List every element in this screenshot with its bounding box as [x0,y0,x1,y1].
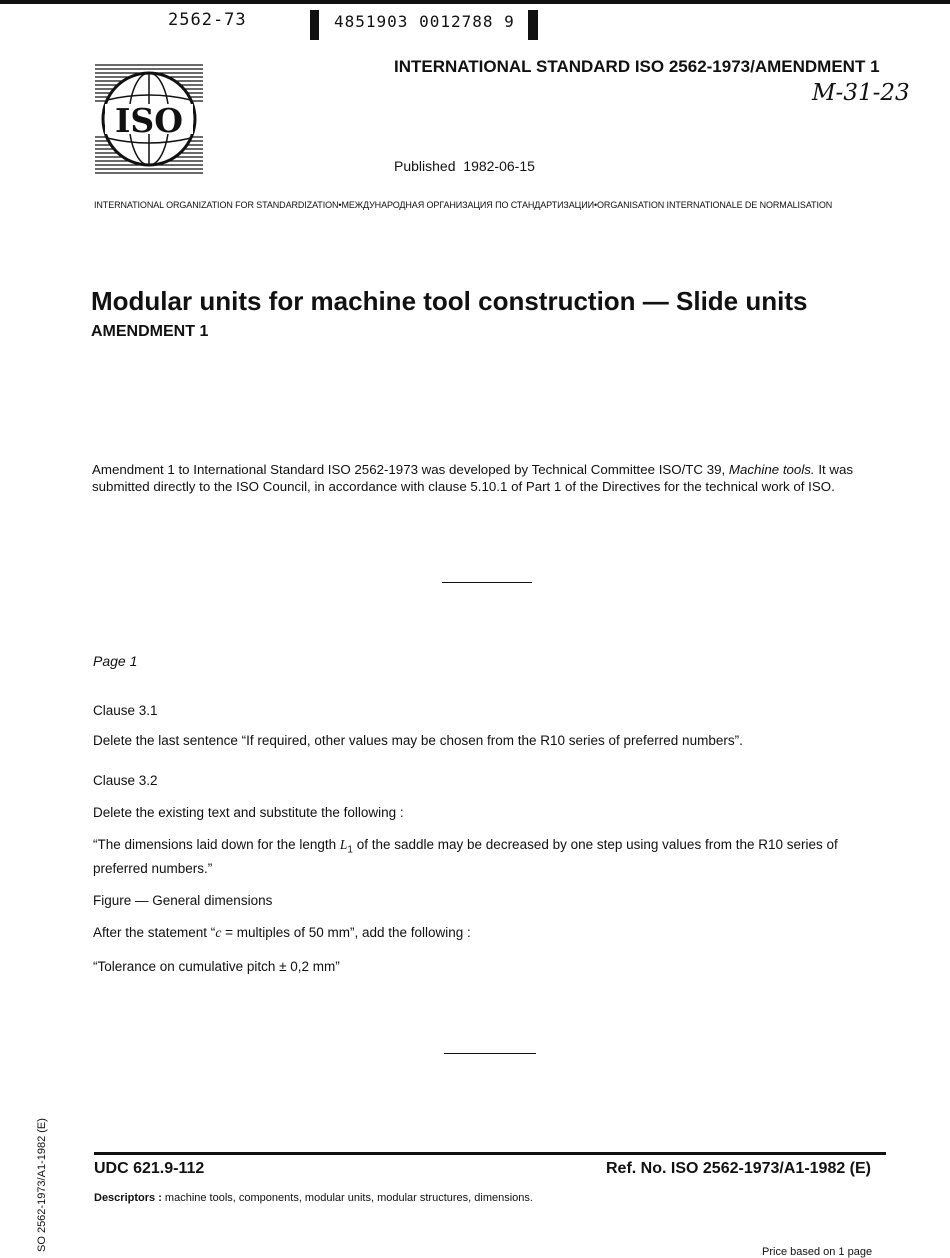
clause-3-1-heading: Clause 3.1 [93,703,158,718]
figure-heading: Figure — General dimensions [93,893,273,908]
document-code-middle: 4851903 0012788 9 [334,12,515,31]
statement-text: After the statement “c = multiples of 50 mm”, add the following : [93,925,471,940]
clause-3-2-text: Delete the existing text and substitute the following : [93,805,404,820]
organization-line: INTERNATIONAL ORGANIZATION FOR STANDARDIZATION•МЕЖДУНАРОДНАЯ ОРГАНИЗАЦИЯ ПО СТАНДАРТИЗАЦИИ•ORGANISATION INTERNATIONALE DE NORMALISATION [94,200,833,210]
page-label: Page 1 [93,653,138,669]
clause-3-2-quote: “The dimensions laid down for the length $L_1$ of the saddle may be decreased by one step using values from the R10 series of preferred numbers.” [93,837,838,876]
clause-3-2-heading: Clause 3.2 [93,773,158,788]
descriptors-line: Descriptors : machine tools, components, modular units, modular structures, dimensions. [94,1192,533,1204]
document-title: Modular units for machine tool construction — Slide units [91,286,808,316]
published-label: Published [394,158,456,174]
barcode-mark-right [528,10,538,40]
tolerance-text: “Tolerance on cumulative pitch ± 0,2 mm” [93,959,340,974]
reference-number: Ref. No. ISO 2562-1973/A1-1982 (E) [606,1160,872,1177]
svg-text:ISO: ISO [114,101,184,140]
handwritten-note: M-31-23 [812,80,910,106]
footer-rule [94,1152,886,1155]
document-code-left: 2562-73 [168,10,247,30]
section-divider [442,582,532,583]
published-line [394,158,535,174]
intro-paragraph: Amendment 1 to International Standard ISO 2562-1973 was developed by Technical Committee ISO/TC 39, Machine tools. It was submitted directly to the ISO Council, in accordance with clause 5.10.1 of Part 1 of the Directives for the technical work of ISO. [92,462,854,494]
intro-italic: Machine tools. [728,462,815,477]
clause-3-1-text: Delete the last sentence “If required, other values may be chosen from the R10 series of preferred numbers”. [93,733,743,748]
iso-logo [93,62,205,176]
udc-number: UDC 621.9-112 [94,1160,205,1177]
standard-title: INTERNATIONAL STANDARD ISO 2562-1973/AMENDMENT 1 [394,57,880,76]
scan-top-edge [0,0,950,4]
price-note: Price based on 1 page [762,1246,873,1258]
end-divider [444,1053,536,1054]
published-date: 1982-06-15 [463,158,535,174]
side-reference: SO 2562-1973/A1-1982 (E) [36,1118,48,1252]
document-subtitle: AMENDMENT 1 [91,323,209,340]
descriptors-label: Descriptors : [94,1192,162,1204]
barcode-mark-left [310,10,319,40]
